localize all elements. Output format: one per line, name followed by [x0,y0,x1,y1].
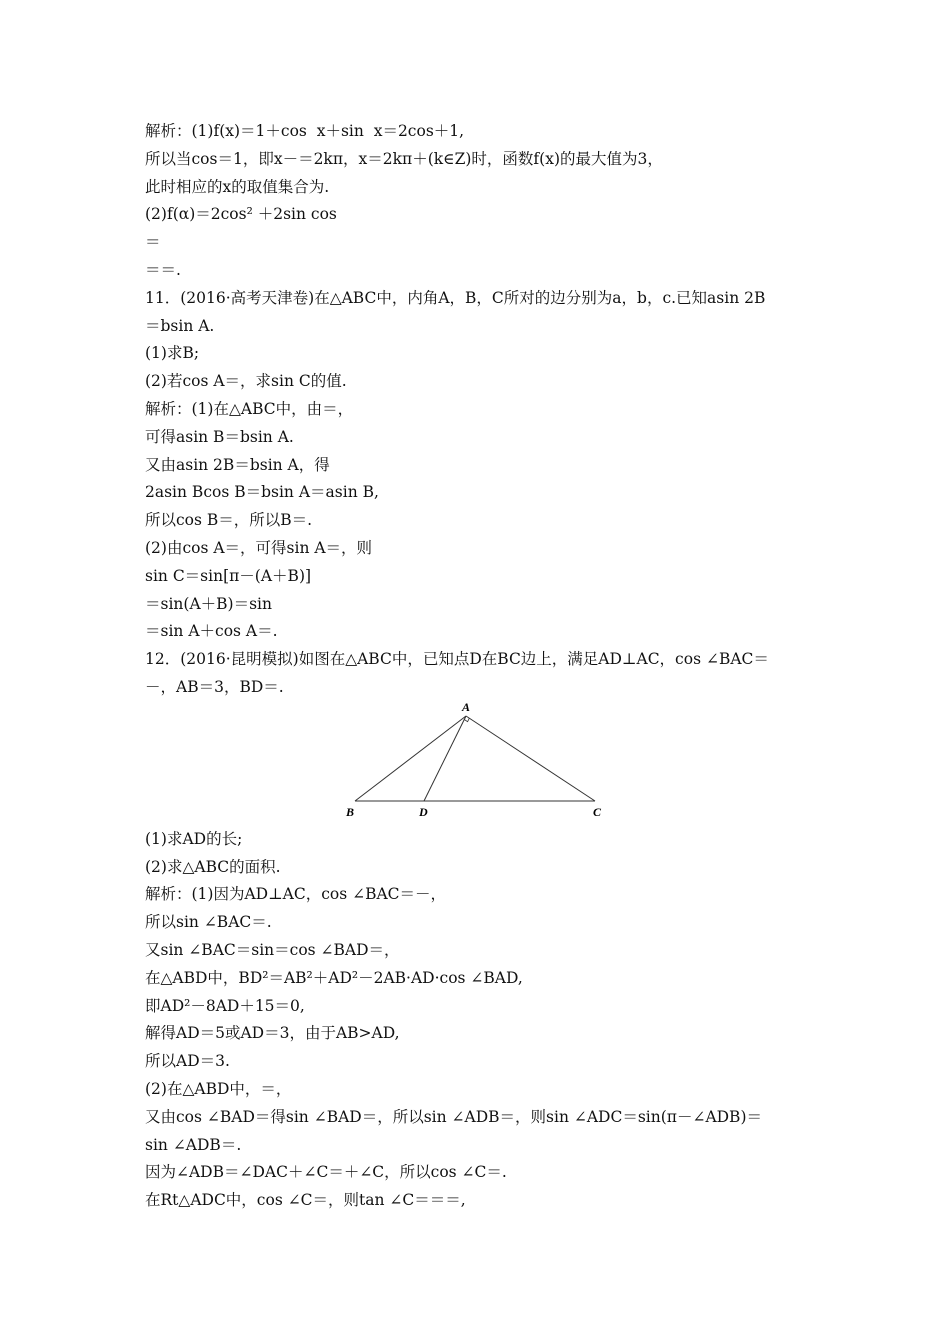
text-line: sin ∠ADB＝. [145,1135,242,1154]
text-line: (2)由cos A＝，可得sin A＝，则 [145,538,373,557]
text-line: (1)求AD的长; [145,829,243,848]
text-block-bottom [145,826,825,1215]
text-line: ＝sin A＋cos A＝. [145,622,278,641]
vertex-label-b: B [346,804,355,819]
vertex-label-a: A [462,701,471,714]
text-block-top [145,118,825,702]
text-line: 即AD²－8AD＋15＝0, [145,996,305,1015]
text-line: 可得asin B＝bsin A. [145,427,294,446]
text-line: 此时相应的x的取值集合为. [145,177,330,196]
triangle-figure [145,702,825,826]
text-line: (2)求△ABC的面积. [145,857,281,876]
text-line: ＝bsin A. [145,316,215,335]
document-page [145,118,825,1215]
point-label-d: D [419,804,428,819]
side-ab [355,716,466,801]
segment-ad [424,716,466,801]
text-line: 在△ABD中，BD²＝AB²＋AD²－2AB·AD·cos ∠BAD, [145,968,523,987]
text-line: 解得AD＝5或AD＝3，由于AB>AD, [145,1024,400,1043]
text-line: 解析：(1)因为AD⊥AC，cos ∠BAC＝－， [145,885,447,904]
vertex-label-c: C [593,804,602,819]
side-ac [466,716,595,801]
text-line: sin C＝sin[π－(A＋B)] [145,566,312,585]
text-line: 2asin Bcos B＝bsin A＝asin B, [145,483,379,502]
text-line: 所以AD＝3. [145,1052,230,1071]
text-line: (2)在△ABD中，＝， [145,1079,292,1098]
text-line: －，AB＝3，BD＝. [145,677,284,696]
text-line: 又sin ∠BAC＝sin＝cos ∠BAD＝， [145,940,400,959]
text-line: ＝sin(A＋B)＝sin [145,594,272,613]
text-line: 解析：(1)在△ABC中，由＝， [145,399,354,418]
text-line: 解析：(1)f(x)＝1＋cos x＋sin x＝2cos＋1, [145,122,465,140]
text-line: 12．(2016·昆明模拟)如图在△ABC中，已知点D在BC边上，满足AD⊥AC，cos ∠BAC＝ [145,650,769,669]
text-line: 11．(2016·高考天津卷)在△ABC中，内角A，B，C所对的边分别为a，b，c.已知asin 2B [145,288,766,307]
text-line: 所以cos B＝，所以B＝. [145,511,313,530]
text-line: (2)若cos A＝，求sin C的值. [145,372,347,391]
text-line: 所以当cos＝1，即x－＝2kπ，x＝2kπ＋(k∈Z)时，函数f(x)的最大值为3， [145,149,663,168]
text-line: ＝＝. [145,260,181,279]
text-line: (1)求B; [145,344,200,363]
text-line: 因为∠ADB＝∠DAC＋∠C＝＋∠C，所以cos ∠C＝. [145,1163,507,1182]
triangle-diagram [335,702,615,824]
text-line: 所以sin ∠BAC＝. [145,913,272,932]
text-line: 在Rt△ADC中，cos ∠C＝，则tan ∠C＝＝＝, [145,1191,466,1210]
text-line: ＝ [145,233,161,252]
text-line: 又由cos ∠BAD＝得sin ∠BAD＝，所以sin ∠ADB＝，则sin ∠ADC＝sin(π－∠ADB)＝ [145,1107,762,1126]
text-line: (2)f(α)＝2cos² ＋2sin cos [145,205,337,224]
text-line: 又由asin 2B＝bsin A，得 [145,455,330,474]
